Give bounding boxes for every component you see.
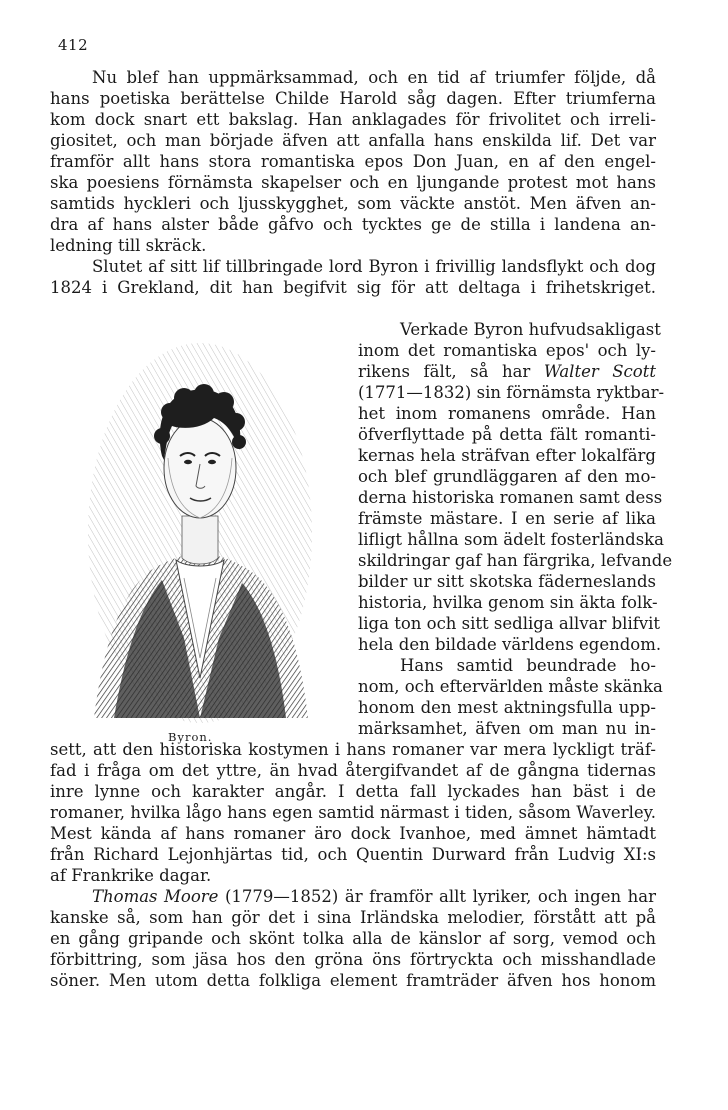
text-line: förbittring, som jäsa hos den gröna öns förtryckta och misshandlade	[50, 950, 656, 969]
text-line: (1771—1832) sin förnämsta ryktbar-	[358, 383, 665, 402]
text-line: kernas hela sträfvan efter lokalfärg	[358, 446, 656, 465]
author-name: Thomas Moore	[92, 887, 219, 906]
text-line: Hans samtid beundrade ho-	[400, 656, 656, 675]
page-number: 412	[58, 36, 89, 54]
text-line: honom den mest aktningsfulla upp-	[358, 698, 656, 717]
text-line	[50, 886, 656, 907]
text-line: af Frankrike dagar.	[50, 866, 212, 885]
text-line: inre lynne och karakter angår. I detta fall lyckades han bäst i de	[50, 782, 656, 801]
text-line: hans poetiska berättelse Childe Harold såg dagen. Efter triumferna	[50, 89, 656, 108]
portrait-caption: Byron.	[168, 730, 213, 744]
text-line: Slutet af sitt lif tillbringade lord Byron i frivillig landsflykt och dog	[92, 257, 656, 276]
text-line: kom dock snart ett bakslag. Han anklagades för frivolitet och irreli-	[50, 110, 656, 129]
text-line: främste mästare. I en serie af lika	[358, 509, 656, 528]
text-line: Mest kända af hans romaner äro dock Ivanhoe, med ämnet hämtadt	[50, 824, 656, 843]
text-line: het inom romanens område. Han	[358, 404, 656, 423]
text-line: märksamhet, äfven om man nu in-	[358, 719, 656, 738]
text-span: (1779—1852) är framför allt lyriker, och ingen har	[218, 887, 656, 906]
text-line: samtids hyckleri och ljusskygghet, som väckte anstöt. Men äfven an-	[50, 194, 656, 213]
text-line: ledning till skräck.	[50, 236, 207, 255]
text-line: lifligt hållna som ädelt fosterländska	[358, 530, 665, 549]
text-line: giositet, och man började äfven att anfalla hans enskilda lif. Det var	[50, 131, 656, 150]
text-line: Nu blef han uppmärksammad, och en tid af triumfer följde, då	[92, 68, 656, 87]
text-span: rikens fält, så har	[358, 362, 531, 381]
text-line: framför allt hans stora romantiska epos Don Juan, en af den engel-	[50, 152, 656, 171]
text-line: skildringar gaf han färgrika, lefvande	[358, 551, 673, 570]
text-line: inom det romantiska epos' och ly-	[358, 341, 656, 360]
text-line: ska poesiens förnämsta skapelser och en ljungande protest mot hans	[50, 173, 656, 192]
text-line: nom, och eftervärlden måste skänka	[358, 677, 663, 696]
text-line	[358, 361, 656, 382]
text-line: öfverflyttade på detta fält romanti-	[358, 425, 656, 444]
text-line: Verkade Byron hufvudsakligast	[400, 320, 661, 339]
text-line: från Richard Lejonhjärtas tid, och Quentin Durward från Ludvig XI:s	[50, 845, 656, 864]
text-line: en gång gripande och skönt tolka alla de känslor af sorg, vemod och	[50, 929, 656, 948]
text-line: romaner, hvilka lågo hans egen samtid närmast i tiden, såsom Waverley.	[50, 803, 656, 822]
text-line: historia, hvilka genom sin äkta folk-	[358, 593, 658, 612]
text-line: liga ton och sitt sedliga allvar blifvit	[358, 614, 661, 633]
text-line: derna historiska romanen samt dess	[358, 488, 663, 507]
text-line: sett, att den historiska kostymen i hans romaner var mera lyckligt träf-	[50, 740, 656, 759]
text-line: kanske så, som han gör det i sina Irländska melodier, förstått att på	[50, 908, 656, 927]
text-line: bilder ur sitt skotska fäderneslands	[358, 572, 656, 591]
text-line: och blef grundläggaren af den mo-	[358, 467, 656, 486]
text-line: 1824 i Grekland, dit han begifvit sig för att deltaga i frihetskriget.	[50, 278, 656, 297]
text-line: dra af hans alster både gåfvo och tycktes ge de stilla i landena an-	[50, 215, 656, 234]
text-line: fad i fråga om det yttre, än hvad återgifvandet af de gångna tidernas	[50, 761, 656, 780]
text-line: söner. Men utom detta folkliga element framträder äfven hos honom	[50, 971, 656, 990]
text-line: hela den bildade världens egendom.	[358, 635, 662, 654]
author-name: Walter Scott	[543, 362, 656, 381]
byron-portrait	[84, 338, 316, 728]
